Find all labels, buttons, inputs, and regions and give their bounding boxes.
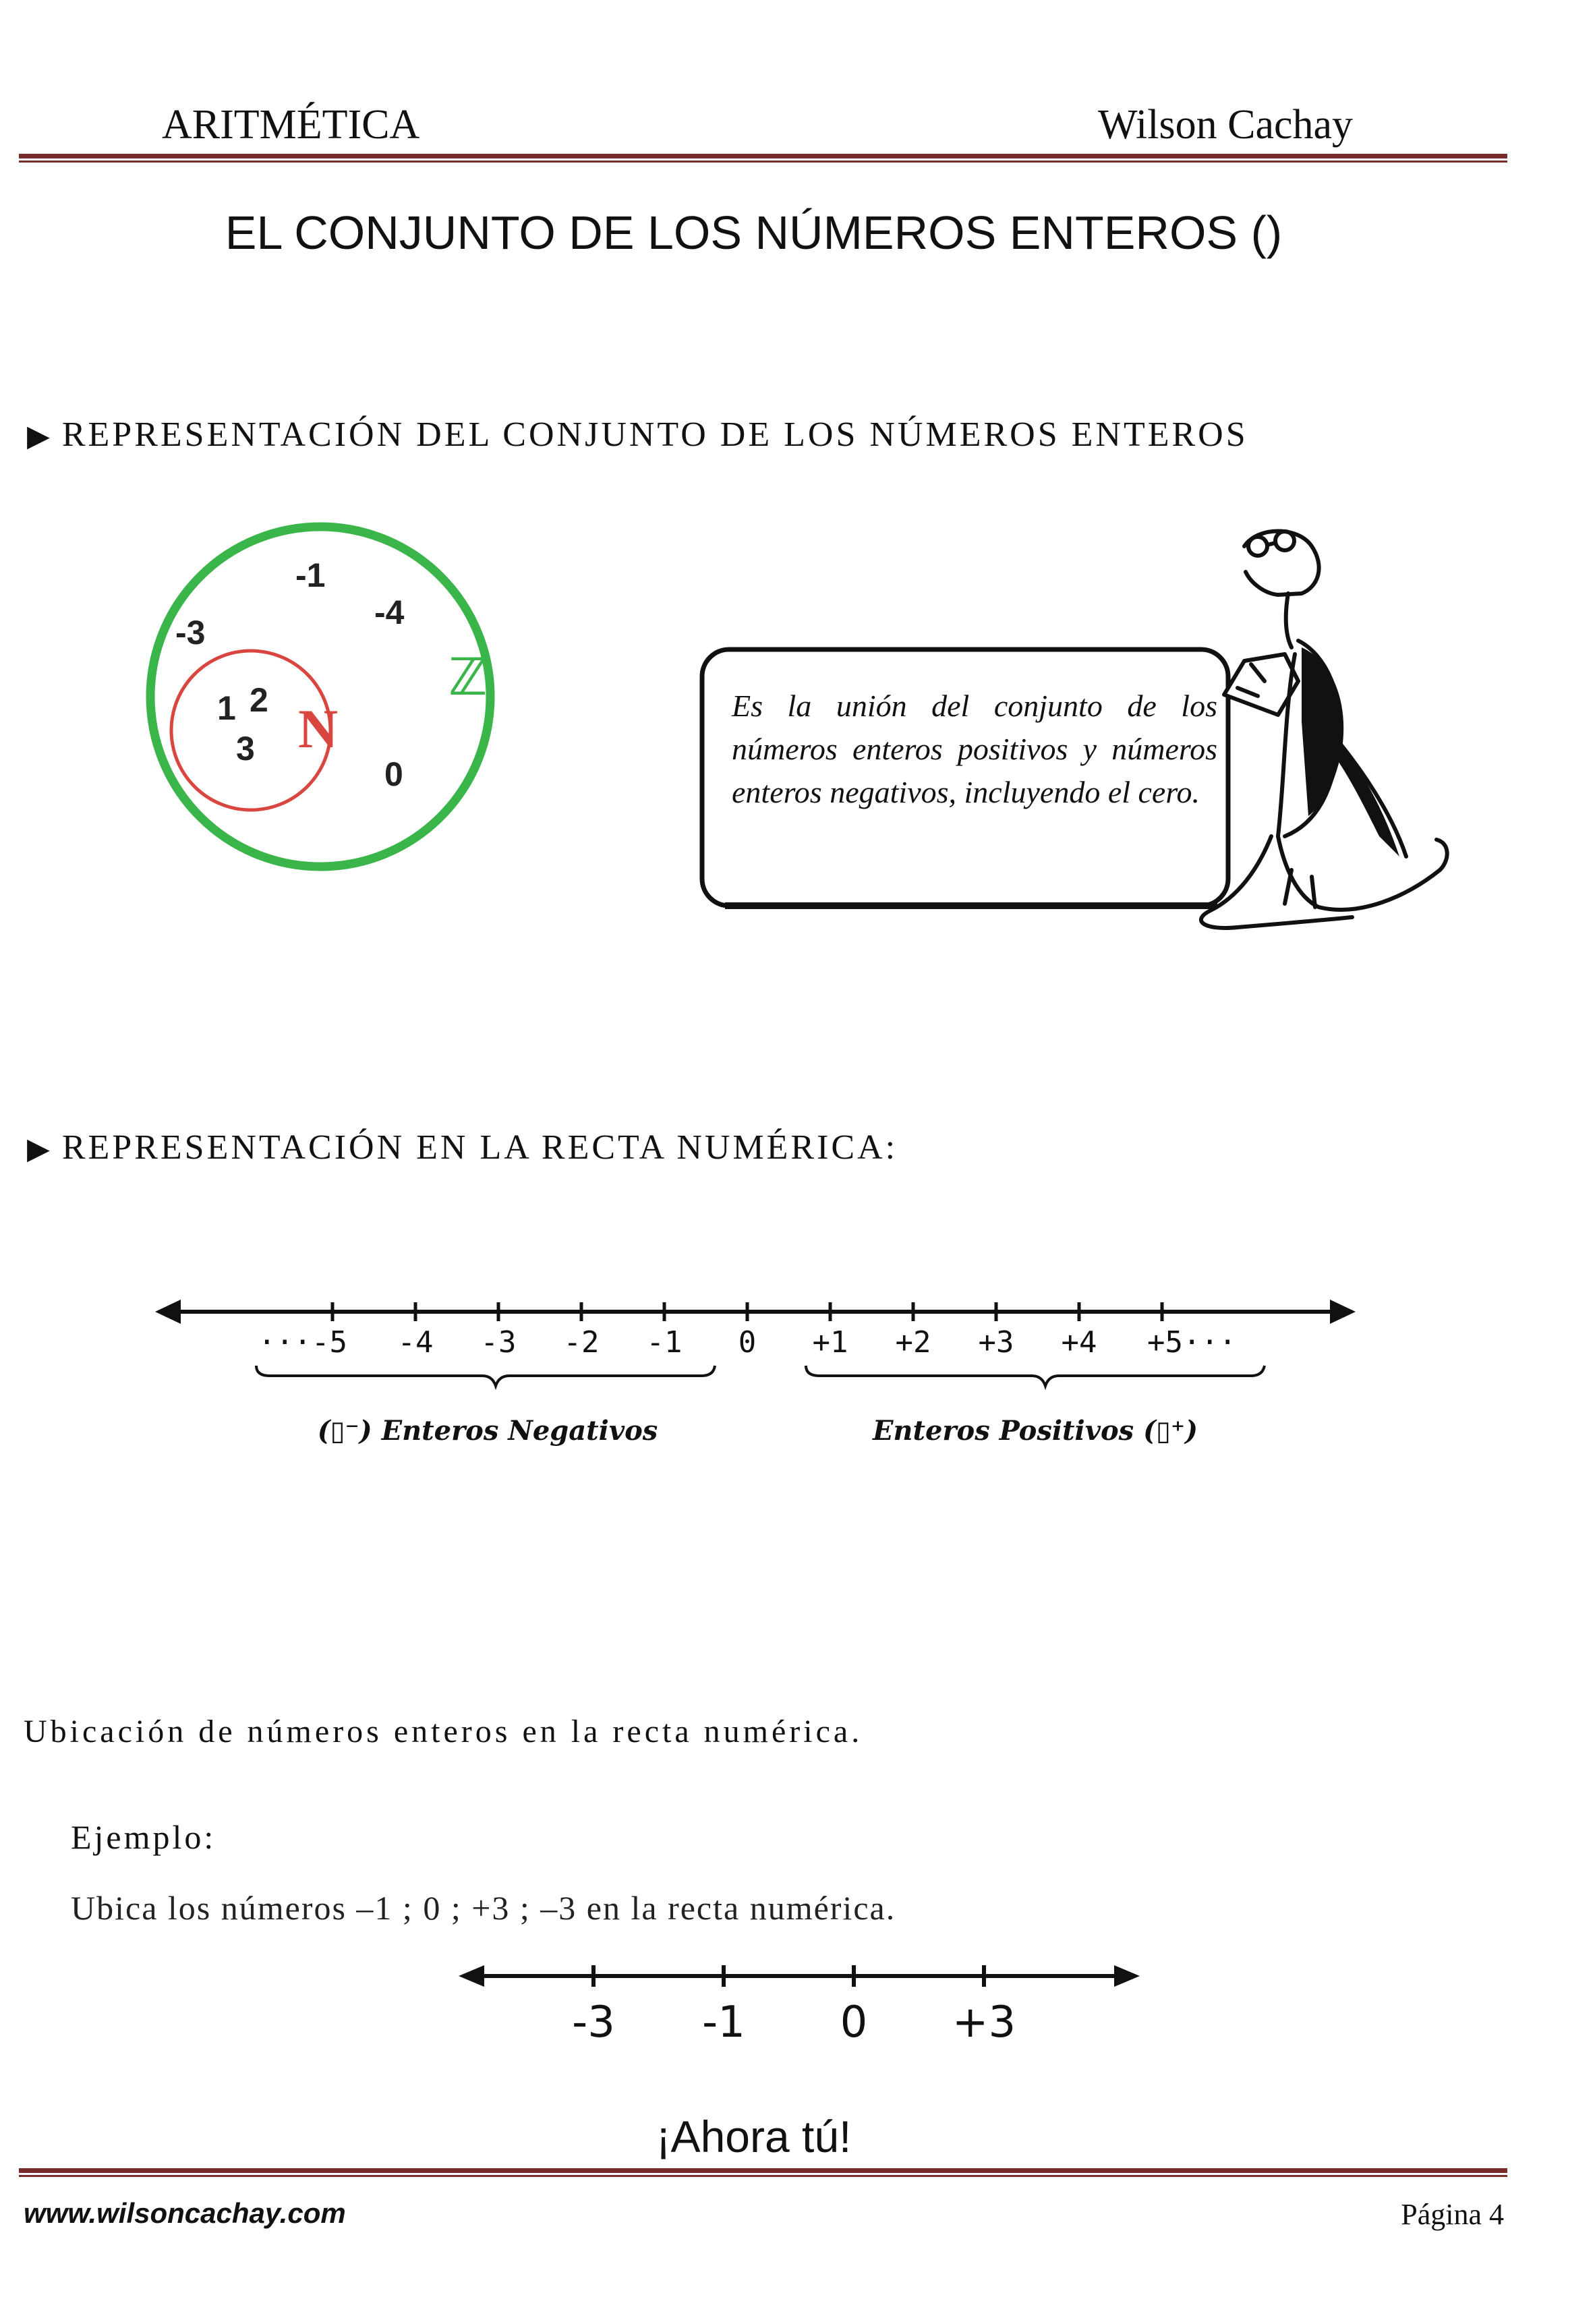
venn-diagram [142, 516, 506, 880]
header-rule [19, 154, 1507, 165]
triangle-bullet-icon: ▶ [27, 419, 53, 453]
number-line-tick-label: ···-5 [258, 1325, 347, 1360]
example-tick-label: +3 [952, 1998, 1016, 2047]
header-author: Wilson Cachay [1097, 102, 1353, 148]
number-line-tick-label: -2 [563, 1325, 600, 1360]
positive-brace [806, 1366, 1265, 1386]
call-to-action: ¡Ahora tú! [656, 2112, 852, 2161]
venn-number: 3 [236, 730, 255, 767]
speech-bubble-text: Es la unión del conjunto de los números enteros positivos y números enteros negativos, incluyendo el cero. [732, 689, 1217, 809]
naturals-set-symbol: N [298, 698, 339, 759]
lizard-professor-illustration [1184, 519, 1460, 944]
document-title: EL CONJUNTO DE LOS NÚMEROS ENTEROS () [225, 206, 1283, 259]
number-line-tick-label: +3 [978, 1325, 1014, 1360]
number-line-tick-label: -4 [397, 1325, 434, 1360]
venn-number: -4 [374, 593, 405, 631]
example-tick-label: 0 [840, 1998, 868, 2047]
venn-number: 1 [217, 689, 236, 727]
section-heading-set-representation [27, 415, 1248, 455]
venn-number: -1 [295, 556, 326, 594]
negative-integers-label: (▯⁻) Enteros Negativos [317, 1415, 658, 1447]
footer-website-link[interactable]: www.wilsoncachay.com [24, 2197, 346, 2229]
section-heading-number-line [27, 1128, 898, 1167]
section-heading-text: REPRESENTACIÓN EN LA RECTA NUMÉRICA: [61, 1128, 898, 1167]
example-instruction: Ubica los números –1 ; 0 ; +3 ; –3 en la recta numérica. [71, 1889, 896, 1927]
header-subject: ARITMÉTICA [162, 102, 420, 148]
example-tick-label: -3 [572, 1998, 615, 2047]
left-arrow-icon [459, 1965, 484, 1987]
venn-number: -3 [175, 614, 206, 651]
number-line-tick-label: 0 [738, 1325, 757, 1360]
number-line-tick-label: +5··· [1147, 1325, 1237, 1360]
example-tick-label: -1 [702, 1998, 745, 2047]
number-line-tick-label: -3 [480, 1325, 517, 1360]
integer-number-line [155, 1285, 1369, 1480]
right-arrow-icon [1114, 1965, 1140, 1987]
example-number-line [459, 1956, 1140, 2064]
integers-set-symbol: ℤ [448, 647, 488, 707]
example-label: Ejemplo: [71, 1818, 216, 1856]
left-arrow-icon [155, 1300, 181, 1324]
negative-brace [256, 1366, 715, 1386]
number-line-tick-label: +1 [812, 1325, 848, 1360]
venn-number: 0 [384, 755, 403, 793]
number-line-tick-label: +4 [1061, 1325, 1097, 1360]
section-heading-text: REPRESENTACIÓN DEL CONJUNTO DE LOS NÚMEROS ENTEROS [61, 415, 1248, 454]
number-line-tick-label: -1 [646, 1325, 683, 1360]
number-line-tick-label: +2 [895, 1325, 931, 1360]
footer-page-number: Página 4 [1401, 2198, 1504, 2231]
subsection-subtitle: Ubicación de números enteros en la recta numérica. [24, 1714, 863, 1749]
venn-number: 2 [250, 681, 268, 719]
triangle-bullet-icon: ▶ [27, 1132, 53, 1165]
right-arrow-icon [1330, 1300, 1356, 1324]
footer-rule [19, 2168, 1507, 2179]
positive-integers-label: Enteros Positivos (▯⁺) [872, 1415, 1198, 1447]
